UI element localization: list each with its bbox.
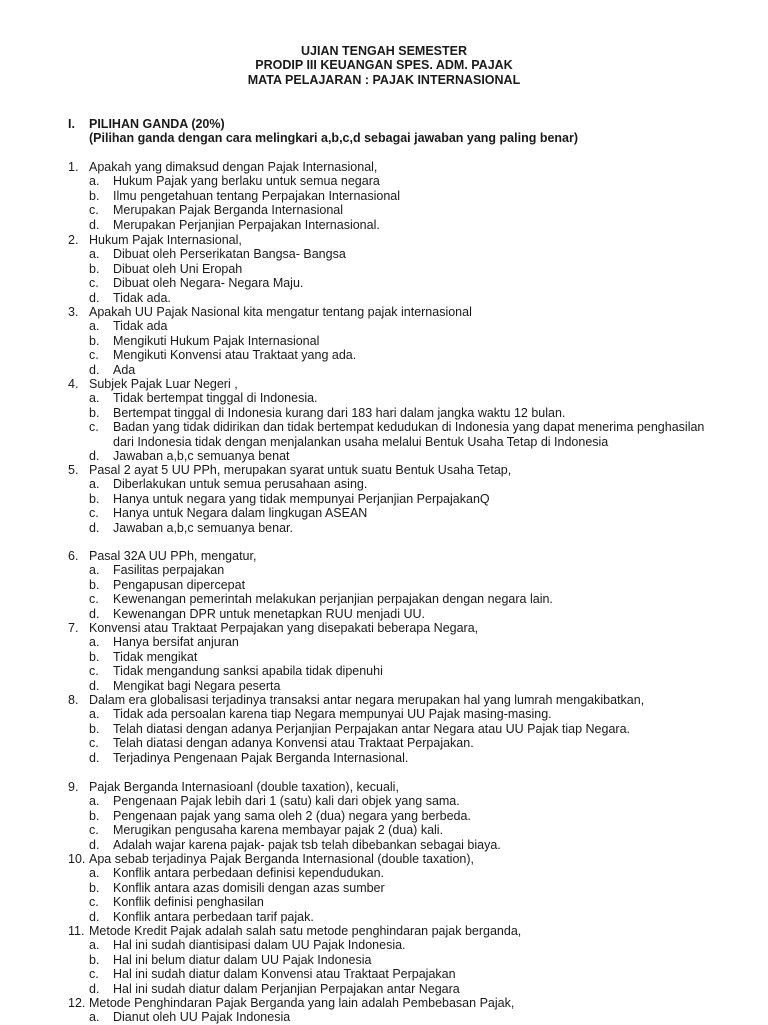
question-number: 9. (68, 780, 79, 794)
option-text: Bertempat tinggal di Indonesia kurang dari 183 hari dalam jangka waktu 12 bulan. (113, 405, 566, 420)
option-letter: c. (89, 664, 99, 679)
option-letter: b. (89, 952, 100, 967)
option-letter: c. (89, 823, 99, 838)
option-text: Dibuat oleh Uni Eropah (113, 261, 243, 276)
option-letter: c. (89, 348, 99, 363)
question-text: Dalam era globalisasi terjadinya transaksi antar negara merupakan hal yang lumrah mengakibatkan, (89, 693, 645, 707)
subject-title: MATA PELAJARAN : PAJAK INTERNASIONAL (247, 73, 521, 87)
option-text: Fasilitas perpajakan (113, 563, 225, 578)
option-text: Hukum Pajak yang berlaku untuk semua negara (113, 174, 380, 189)
question-text: Metode Penghindaran Pajak Berganda yang lain adalah Pembebasan Pajak, (89, 996, 515, 1010)
option-letter: d. (89, 290, 100, 305)
option-text: Tidak ada persoalan karena tiap Negara mempunyai UU Pajak masing-masing. (113, 707, 552, 722)
option-letter: a. (89, 866, 100, 881)
option-text: Hanya untuk negara yang tidak mempunyai Perjanjian PerpajakanQ (113, 491, 490, 506)
option-text: Konflik definisi penghasilan (113, 895, 264, 910)
option-text: Adalah wajar karena pajak- pajak tsb telah dibebankan sebagai biaya. (113, 837, 501, 852)
question-text: Hukum Pajak Internasional, (89, 233, 242, 247)
option-letter: c. (89, 276, 99, 291)
option-letter: c. (89, 736, 99, 751)
option-letter: c. (89, 203, 99, 218)
section-number: I. (68, 117, 75, 131)
option-letter: a. (89, 174, 100, 189)
question-number: 12. (68, 996, 86, 1010)
option-letter: a. (89, 319, 100, 334)
option-letter: d. (89, 449, 100, 463)
option-letter: c. (89, 592, 99, 607)
option-letter: a. (89, 477, 100, 492)
option-letter: b. (89, 721, 100, 736)
option-letter: a. (89, 563, 100, 578)
option-text: Tidak ada (113, 319, 168, 334)
question-text: Pasal 2 ayat 5 UU PPh, merupakan syarat untuk suatu Bentuk Usaha Tetap, (89, 463, 512, 477)
option-letter: d. (89, 750, 100, 765)
option-letter: b. (89, 577, 100, 592)
question-text: Apakah yang dimaksud dengan Pajak Internasional, (89, 160, 378, 174)
option-text: Mengikat bagi Negara peserta (113, 678, 281, 693)
option-letter: d. (89, 217, 100, 232)
exam-title: UJIAN TENGAH SEMESTER (301, 44, 467, 58)
option-text: Tidak mengandung sanksi apabila tidak dipenuhi (113, 664, 383, 679)
option-text: Kewenangan DPR untuk menetapkan RUU menjadi UU. (113, 606, 425, 621)
question-number: 3. (68, 305, 79, 319)
question-text: Pajak Berganda Internasioanl (double taxation), kecuali, (89, 780, 399, 794)
question-number: 6. (68, 549, 79, 563)
option-text: Hal ini sudah diatur dalam Perjanjian Perpajakan antar Negara (113, 981, 460, 996)
option-letter: d. (89, 909, 100, 924)
option-letter: c. (89, 967, 99, 982)
question-text: Metode Kredit Pajak adalah salah satu metode penghindaran pajak berganda, (89, 924, 522, 938)
option-text: Ada (113, 362, 136, 377)
section-instruction: (Pilihan ganda dengan cara melingkari a,b,c,d sebagai jawaban yang paling benar) (89, 131, 579, 145)
question-number: 4. (68, 377, 79, 391)
option-letter: b. (89, 333, 100, 348)
option-text: Hal ini sudah diatur dalam Konvensi atau Traktaat Perpajakan (113, 967, 456, 982)
option-letter: a. (89, 391, 100, 406)
option-letter: a. (89, 1010, 100, 1025)
question-number: 2. (68, 233, 79, 247)
option-text: Diberlakukan untuk semua perusahaan asing. (113, 477, 368, 492)
question-number: 8. (68, 693, 79, 707)
option-text: Hal ini belum diatur dalam UU Pajak Indonesia (113, 952, 372, 967)
option-letter: b. (89, 261, 100, 276)
question-number: 5. (68, 463, 79, 477)
option-text: Konflik antara azas domisili dengan azas sumber (113, 880, 385, 895)
option-text: Kewenangan pemerintah melakukan perjanjian perpajakan dengan negara lain. (113, 592, 553, 607)
question-text: Pasal 32A UU PPh, mengatur, (89, 549, 257, 563)
option-text: Dibuat oleh Negara- Negara Maju. (113, 276, 304, 291)
option-text: Pengenaan pajak yang sama oleh 2 (dua) negara yang berbeda. (113, 808, 471, 823)
option-text: Pengenaan Pajak lebih dari 1 (satu) kali dari objek yang sama. (113, 794, 460, 809)
option-letter: b. (89, 491, 100, 506)
option-text: Konflik antara perbedaan tarif pajak. (113, 909, 314, 924)
option-letter: c. (89, 506, 99, 521)
option-letter: d. (89, 981, 100, 996)
question-number: 1. (68, 160, 79, 174)
option-text: Pengapusan dipercepat (113, 577, 246, 592)
question-number: 10. (68, 852, 86, 866)
option-text: Merupakan Perjanjian Perpajakan Internasional. (113, 217, 380, 232)
question-text: Subjek Pajak Luar Negeri , (89, 377, 238, 391)
option-letter: a. (89, 938, 100, 953)
option-text: Terjadinya Pengenaan Pajak Berganda Internasional. (113, 750, 409, 765)
option-letter: d. (89, 678, 100, 693)
program-title: PRODIP III KEUANGAN SPES. ADM. PAJAK (255, 58, 513, 72)
section-title: PILIHAN GANDA (20%) (89, 117, 225, 131)
option-text: Merugikan pengusaha karena membayar pajak 2 (dua) kali. (113, 823, 444, 838)
option-text: Telah diatasi dengan adanya Konvensi atau Traktaat Perpajakan. (113, 736, 474, 751)
question-number: 11. (68, 924, 85, 938)
question-text: Apakah UU Pajak Nasional kita mengatur tentang pajak internasional (89, 305, 472, 319)
option-letter: b. (89, 649, 100, 664)
option-text: Tidak ada. (113, 290, 171, 305)
option-text: Hanya untuk Negara dalam lingkugan ASEAN (113, 506, 368, 521)
question-text: Apa sebab terjadinya Pajak Berganda Internasional (double taxation), (89, 852, 474, 866)
option-text: Merupakan Pajak Berganda Internasional (113, 203, 344, 218)
option-letter: b. (89, 188, 100, 203)
option-letter: b. (89, 808, 100, 823)
option-letter: c. (89, 420, 99, 435)
option-text: Tidak mengikat (113, 649, 198, 664)
option-letter: d. (89, 520, 100, 535)
option-letter: a. (89, 635, 100, 650)
option-letter: a. (89, 794, 100, 809)
option-text: Jawaban a,b,c semuanya benat (113, 449, 290, 463)
option-letter: a. (89, 247, 100, 262)
option-letter: a. (89, 707, 100, 722)
option-letter: b. (89, 405, 100, 420)
option-text: Dianut oleh UU Pajak Indonesia (113, 1010, 291, 1025)
question-text: Konvensi atau Traktaat Perpajakan yang disepakati beberapa Negara, (89, 621, 479, 635)
option-letter: d. (89, 606, 100, 621)
option-letter: d. (89, 837, 100, 852)
option-text: Mengikuti Konvensi atau Traktaat yang ada. (113, 348, 357, 363)
option-text: Jawaban a,b,c semuanya benar. (113, 520, 293, 535)
option-text: Dibuat oleh Perserikatan Bangsa- Bangsa (113, 247, 346, 262)
option-text: Telah diatasi dengan adanya Perjanjian Perpajakan antar Negara atau UU Pajak tiap Negara. (113, 721, 631, 736)
option-text-continued: dari Indonesia tidak dengan menjalankan usaha melalui Bentuk Usaha Tetap di Indonesia (113, 434, 609, 449)
option-text: Mengikuti Hukum Pajak Internasional (113, 333, 320, 348)
option-text: Tidak bertempat tinggal di Indonesia. (113, 391, 318, 406)
option-text: Konflik antara perbedaan definisi kependudukan. (113, 866, 385, 881)
option-text: Ilmu pengetahuan tentang Perpajakan Internasional (113, 188, 401, 203)
option-text: Hanya bersifat anjuran (113, 635, 239, 650)
option-text: Badan yang tidak didirikan dan tidak bertempat kedudukan di Indonesia yang dapat menerima penghasilan (113, 420, 705, 435)
option-letter: c. (89, 895, 99, 910)
question-number: 7. (68, 621, 79, 635)
option-letter: d. (89, 362, 100, 377)
option-text: Hal ini sudah diantisipasi dalam UU Pajak Indonesia. (113, 938, 406, 953)
option-letter: b. (89, 880, 100, 895)
